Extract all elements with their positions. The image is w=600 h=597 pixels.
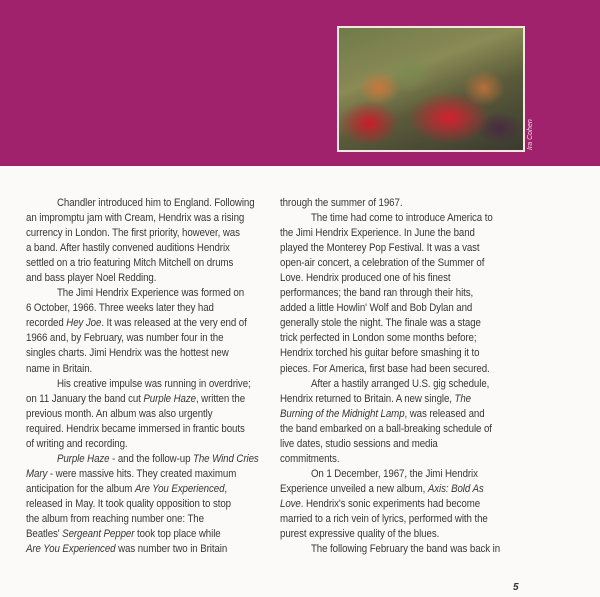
text-run: the band embarked on a ball-breaking schedule of (280, 422, 492, 435)
text-run: purest expressive quality of the blues. (280, 528, 440, 541)
text-line (280, 437, 521, 452)
text-run: - and the follow-up (109, 452, 194, 465)
text-run: of writing and recording. (26, 437, 128, 450)
text-run: a band. After hastily convened auditions Hendrix (26, 242, 230, 255)
text-run: The Jimi Hendrix Experience was formed on (56, 287, 245, 300)
text-run: required. Hendrix became immersed in frantic bouts (26, 422, 245, 435)
text-line (280, 362, 521, 377)
text-run: the album from reaching number one: The (26, 512, 204, 525)
text-line (26, 407, 267, 422)
text-line (280, 271, 521, 286)
text-line (26, 377, 267, 392)
photo-image (337, 26, 525, 152)
text-line (26, 346, 267, 361)
italic-title: Purple Haze (56, 452, 110, 465)
text-line (280, 497, 521, 512)
text-line (26, 196, 267, 211)
text-run: His creative impulse was running in overdrive; (56, 377, 251, 390)
italic-title: Burning of the Midnight Lamp (280, 407, 405, 420)
text-run: On 1 December, 1967, the Jimi Hendrix (310, 467, 478, 480)
text-run: Chandler introduced him to England. Following (56, 197, 255, 209)
text-run: trick perfected in London some months before; (280, 332, 477, 345)
text-run: generally stole the night. The finale was a stage (280, 317, 481, 330)
italic-title: Sergeant Pepper (62, 528, 135, 541)
text-run: the Jimi Hendrix Experience. In June the band (280, 227, 475, 240)
text-line (26, 271, 267, 286)
text-run: was number two in Britain (115, 543, 228, 556)
text-line (26, 422, 267, 437)
text-line (26, 256, 267, 271)
text-run: through the summer of 1967. (280, 197, 403, 209)
text-line (280, 467, 521, 482)
text-run: live dates, studio sessions and media (280, 437, 438, 450)
text-line (26, 542, 267, 557)
text-run: commitments. (280, 452, 340, 465)
text-run: 1966 and, by February, was number four in the (26, 332, 224, 345)
text-run: recorded (26, 317, 67, 330)
text-line (280, 527, 521, 542)
text-line (280, 452, 521, 467)
text-line (280, 542, 521, 557)
text-line (280, 301, 521, 316)
text-run: took top place while (134, 528, 221, 541)
text-run: settled on a trio featuring Mitch Mitchell on drums (26, 257, 234, 270)
text-run: pieces. For America, first base had been secured. (280, 362, 490, 375)
text-run: 6 October, 1966. Three weeks later they had (26, 302, 214, 315)
text-column-left (26, 196, 267, 557)
text-line (26, 392, 267, 407)
text-line (26, 316, 267, 331)
text-run: , (224, 482, 228, 495)
text-line (280, 256, 521, 271)
text-run: , written the (195, 392, 246, 405)
text-run: The following February the band was back in (310, 543, 501, 556)
italic-title: Hey Joe (66, 317, 102, 330)
text-run: released in May. It took quality opposition to stop (26, 497, 231, 510)
text-run: Love. Hendrix produced one of his finest (280, 272, 451, 285)
page-number: 5 (513, 582, 519, 593)
text-line (280, 392, 521, 407)
text-line (26, 241, 267, 256)
text-line (280, 241, 521, 256)
text-run: The time had come to introduce America to (310, 212, 493, 225)
text-line (26, 527, 267, 542)
text-run: . It was released at the very end of (101, 317, 247, 330)
text-line (280, 407, 521, 422)
text-run: on 11 January the band cut (26, 392, 144, 405)
text-line (26, 452, 267, 467)
text-line (280, 211, 521, 226)
header-band (0, 0, 600, 166)
text-run: name in Britain. (26, 362, 93, 375)
text-line (280, 422, 521, 437)
text-column-right (280, 196, 521, 557)
italic-title: Are You Experienced (26, 543, 116, 556)
text-line (280, 512, 521, 527)
text-line (26, 211, 267, 226)
text-line (26, 362, 267, 377)
italic-title: The (454, 392, 472, 405)
text-line (280, 226, 521, 241)
text-line (26, 512, 267, 527)
italic-title: Mary (26, 467, 48, 480)
text-run: Hendrix torched his guitar before smashing it to (280, 347, 480, 360)
text-run: added a little Howlin' Wolf and Bob Dylan and (280, 302, 473, 315)
text-line (26, 482, 267, 497)
photo-credit: Ira Cohen (527, 119, 534, 150)
text-line (280, 286, 521, 301)
text-run: singles charts. Jimi Hendrix was the hottest new (26, 347, 229, 360)
text-run: , was released and (404, 407, 485, 420)
italic-title: Purple Haze (143, 392, 196, 405)
italic-title: Axis: Bold As (427, 482, 484, 495)
text-line (26, 467, 267, 482)
text-line (26, 437, 267, 452)
text-line (26, 497, 267, 512)
text-run: performances; the band ran through their hits, (280, 287, 474, 300)
italic-title: Are You Experienced (134, 482, 225, 495)
text-run: open-air concert, a celebration of the Summer of (280, 257, 485, 270)
text-run: Hendrix returned to Britain. A new single, (280, 392, 455, 405)
text-run: currency in London. The first priority, however, was (26, 227, 240, 240)
text-run: - were massive hits. They created maximum (47, 467, 237, 480)
text-line (280, 196, 521, 211)
text-run: . Hendrix's sonic experiments had become (300, 497, 481, 510)
text-run: played the Monterey Pop Festival. It was a vast (280, 242, 480, 255)
text-run: married to a rich vein of lyrics, performed with the (280, 512, 488, 525)
text-run: anticipation for the album (26, 482, 135, 495)
text-line (280, 331, 521, 346)
text-run: an impromptu jam with Cream, Hendrix was a rising (26, 212, 245, 225)
text-run: and bass player Noel Redding. (26, 272, 157, 285)
text-line (26, 301, 267, 316)
text-line (280, 377, 521, 392)
text-line (280, 482, 521, 497)
text-line (280, 346, 521, 361)
text-line (26, 226, 267, 241)
italic-title: The Wind Cries (193, 452, 259, 465)
italic-title: Love (280, 497, 301, 510)
text-line (280, 316, 521, 331)
text-run: Experience unveiled a new album, (280, 482, 428, 495)
text-line (26, 331, 267, 346)
text-run: After a hastily arranged U.S. gig schedule, (310, 377, 490, 390)
text-line (26, 286, 267, 301)
text-run: previous month. An album was also urgently (26, 407, 213, 420)
text-run: Beatles' (26, 528, 63, 541)
